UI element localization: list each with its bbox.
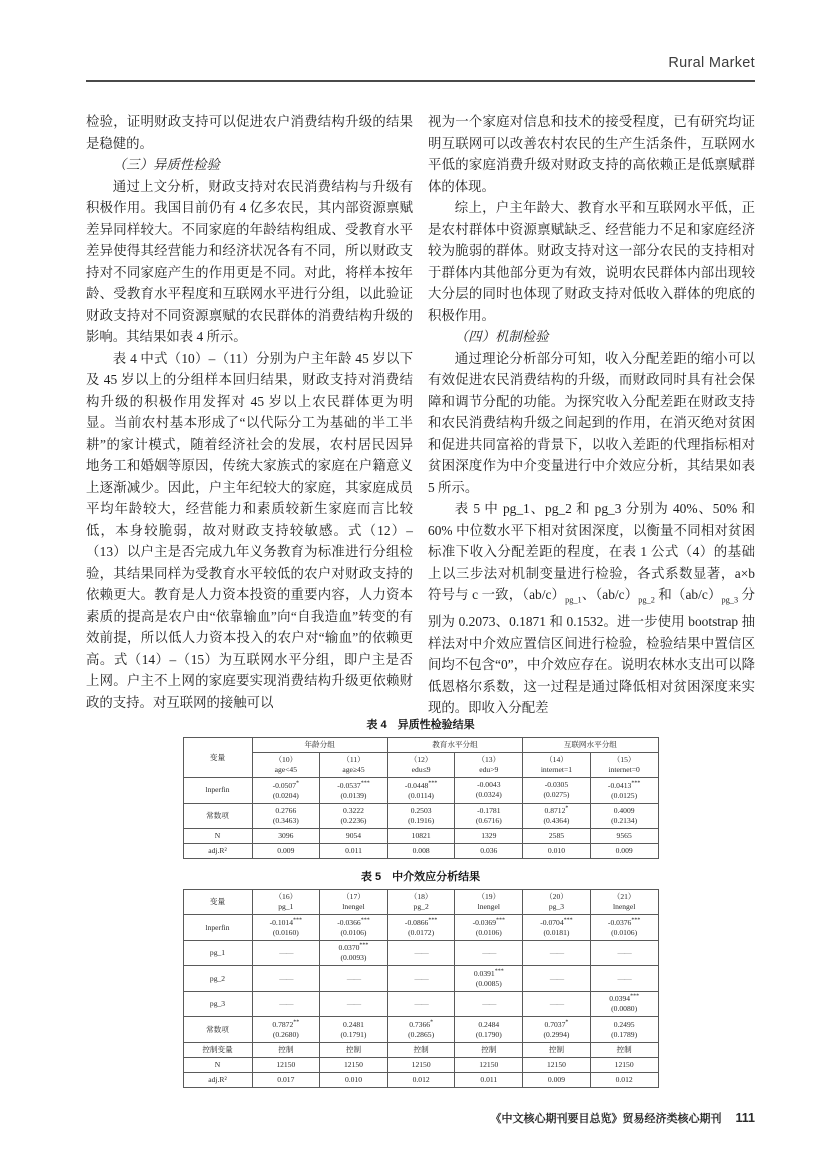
table-cell — [320, 1017, 388, 1043]
table-cell — [252, 1073, 320, 1088]
coefficient-value: 12150 — [411, 1060, 431, 1070]
empty-cell: —— — [252, 991, 320, 1017]
table-row — [183, 778, 658, 804]
paragraph-continuation: 视为一个家庭对信息和技术的接受程度，已有研究均证明互联网可以改善农村农民的生产生活条件，互联网水平低的家庭消费升级对财政支持的高依赖正是低禀赋群体的体现。 — [428, 114, 755, 194]
standard-error: (0.0114) — [408, 790, 434, 800]
paragraph: 通过理论分析部分可知，收入分配差距的缩小可以有效促进农民消费结构的升级，而财政同时具有社会保障和调节分配的功能。为探究收入分配差距在财政支持和农民消费结构升级之间起到的作用，在消灭绝对贫困和促进共同富裕的背景下，以收入差距的代理指标相对贫困深度作为中介变量进行中介效应分析，其结果如表 5 所示。 — [428, 350, 755, 495]
empty-cell: —— — [455, 991, 523, 1017]
section-heading-4: （四）机制检验 — [454, 329, 549, 344]
coefficient-value: 0.2766 — [275, 805, 297, 815]
variable-column-header: 变量 — [183, 890, 252, 915]
standard-error: (0.0106) — [475, 927, 502, 937]
text-run: 表 5 中 pg_1、pg_2 和 pg_3 分别为 40%、50% 和 60% 中位数水平下相对贫困深度，以衡量不同相对贫困标准下收入分配差距的程度，在表 1 公式（4）的基础上以三步法对机制变量进行检验，各式系数显著，a×b 符号与 c 一致，（ab/c） — [428, 501, 755, 602]
body-columns — [86, 111, 755, 719]
table-cell — [455, 803, 523, 829]
table-cell — [320, 1058, 388, 1073]
table-cell — [387, 1058, 455, 1073]
column-header: （14） internet=1 — [523, 753, 591, 778]
row-label: 常数项 — [183, 803, 252, 829]
column-header: （15） internet=0 — [590, 753, 658, 778]
coefficient-value: -0.0369*** — [472, 917, 505, 927]
significance-stars: *** — [563, 917, 573, 924]
footer-journal-note: 《中文核心期刊要目总览》贸易经济类核心期刊 — [490, 1113, 722, 1125]
table-cell — [523, 915, 591, 941]
table-row — [183, 915, 658, 941]
coefficient-value: 10821 — [411, 831, 431, 841]
table-cell — [387, 915, 455, 941]
table-cell — [387, 778, 455, 804]
table-row — [183, 1017, 658, 1043]
table-cell — [590, 1043, 658, 1058]
coefficient-value: 控制 — [413, 1045, 429, 1055]
empty-cell: —— — [590, 940, 658, 966]
standard-error: (0.2865) — [408, 1030, 435, 1040]
significance-stars: * — [296, 780, 300, 787]
coefficient-value: 12150 — [276, 1060, 296, 1070]
coefficient-value: -0.0366*** — [337, 917, 370, 927]
text-run: 分别为 0.2073、0.1871 和 0.1532。进一步使用 bootstrap 抽样法对中介效应置信区间进行检验，检验结果中置信区间均不包含“0”，中介效应存在。说明农林水支出可以降低恩格尔系数，这一过程是通过降低相对贫困深度来实现的。即收入分配差 — [428, 587, 755, 716]
table-row — [183, 1073, 658, 1088]
empty-cell: —— — [252, 940, 320, 966]
journal-name: Rural Market — [668, 55, 755, 71]
table-cell — [320, 1043, 388, 1058]
table-cell — [320, 940, 388, 966]
row-label: pg_1 — [183, 940, 252, 966]
coefficient-value: 0.3222 — [343, 805, 364, 815]
table-cell — [523, 1073, 591, 1088]
table-cell — [455, 829, 523, 844]
coefficient-value: 0.009 — [547, 1075, 565, 1085]
coefficient-value: -0.0507* — [272, 780, 300, 790]
row-label: lnperfin — [183, 778, 252, 804]
table-cell — [455, 915, 523, 941]
column-header: （10） age<45 — [252, 753, 320, 778]
coefficient-value: 0.008 — [412, 846, 430, 856]
significance-stars: *** — [428, 917, 438, 924]
column-header: （21） lnengel — [590, 890, 658, 915]
column-header: （16） pg_1 — [252, 890, 320, 915]
table-cell — [455, 844, 523, 859]
table-row — [183, 966, 658, 992]
standard-error: (0.0125) — [611, 790, 638, 800]
coefficient-value: 0.8712* — [544, 805, 569, 816]
empty-cell: —— — [387, 940, 455, 966]
empty-cell: —— — [387, 991, 455, 1017]
standard-error: (0.0172) — [408, 927, 435, 937]
significance-stars: * — [565, 1019, 569, 1026]
table-cell — [523, 778, 591, 804]
table-cell — [387, 844, 455, 859]
coefficient-value: -0.0704*** — [540, 917, 573, 927]
coefficient-value: 0.0394*** — [609, 993, 640, 1004]
table-cell — [590, 803, 658, 829]
table-cell — [387, 803, 455, 829]
table-cell — [590, 829, 658, 844]
left-column — [86, 111, 413, 719]
empty-cell: —— — [320, 991, 388, 1017]
group-header: 互联网水平分组 — [523, 738, 658, 753]
table-cell — [523, 1058, 591, 1073]
page-footer — [491, 1110, 755, 1126]
table-cell — [320, 844, 388, 859]
standard-error: (0.1790) — [475, 1029, 502, 1039]
coefficient-value: 0.010 — [547, 846, 565, 856]
standard-error: (0.6716) — [475, 815, 502, 825]
table-row — [183, 1043, 658, 1058]
table-cell — [320, 778, 388, 804]
significance-stars: *** — [631, 917, 641, 924]
text-run: 、（ab/c） — [581, 587, 639, 602]
column-header: （12） edu≤9 — [387, 753, 455, 778]
table-row — [183, 991, 658, 1017]
standard-error: (0.2680) — [272, 1030, 299, 1040]
coefficient-value: -0.0305 — [544, 780, 569, 790]
coefficient-value: 0.7872** — [272, 1019, 300, 1030]
paragraph-with-subscripts — [428, 498, 755, 719]
coefficient-value: 0.012 — [412, 1075, 430, 1085]
coefficient-value: 控制 — [616, 1045, 632, 1055]
table-cell — [590, 915, 658, 941]
coefficient-value: 0.011 — [480, 1075, 498, 1085]
coefficient-value: -0.0537*** — [337, 780, 370, 790]
coefficient-value: -0.0866*** — [404, 917, 438, 927]
coefficient-value: 控制 — [345, 1045, 362, 1055]
standard-error: (0.1789) — [611, 1029, 638, 1039]
subscript: pg_3 — [721, 595, 739, 605]
table-cell — [590, 844, 658, 859]
table-cell — [455, 778, 523, 804]
variable-column-header: 变量 — [183, 738, 252, 778]
subscript: pg_2 — [638, 595, 655, 605]
standard-error: (0.0093) — [340, 953, 367, 963]
significance-stars: * — [430, 1019, 434, 1026]
table-row — [183, 940, 658, 966]
table-cell — [455, 1058, 523, 1073]
table-cell — [523, 803, 591, 829]
significance-stars: *** — [630, 993, 640, 1000]
coefficient-value: -0.1781 — [477, 805, 501, 815]
significance-stars: *** — [631, 780, 641, 787]
table-cell — [252, 803, 320, 829]
standard-error: (0.0085) — [475, 978, 502, 988]
table-cell — [523, 844, 591, 859]
coefficient-value: -0.0413*** — [607, 780, 641, 790]
empty-cell: —— — [590, 966, 658, 992]
table-5-mediation-results — [183, 889, 659, 1088]
standard-error: (0.1916) — [408, 815, 435, 825]
coefficient-value: 0.009 — [277, 846, 295, 856]
coefficient-value: 0.2481 — [343, 1019, 364, 1029]
coefficient-value: -0.1014*** — [269, 917, 303, 927]
empty-cell: —— — [523, 991, 591, 1017]
significance-stars: *** — [360, 917, 370, 924]
coefficient-value: 12150 — [546, 1060, 566, 1070]
table-cell — [252, 915, 320, 941]
table-cell — [320, 803, 388, 829]
standard-error: (0.0160) — [272, 927, 299, 937]
coefficient-value: 3096 — [278, 831, 294, 841]
table-cell — [387, 1017, 455, 1043]
significance-stars: ** — [293, 1019, 300, 1026]
standard-error: (0.0139) — [340, 790, 367, 800]
section-heading-3: （三）异质性检验 — [112, 157, 220, 172]
coefficient-value: 0.7366* — [409, 1019, 434, 1030]
column-header: （17） lnengel — [320, 890, 388, 915]
standard-error: (0.4364) — [543, 816, 570, 826]
coefficient-value: 0.2503 — [410, 805, 432, 815]
table-cell — [387, 1043, 455, 1058]
empty-cell: —— — [523, 940, 591, 966]
column-header: （13） edu>9 — [455, 753, 523, 778]
header-rule — [86, 80, 755, 82]
table-cell — [590, 1073, 658, 1088]
coefficient-value: 0.012 — [615, 1075, 633, 1085]
coefficient-value: 12150 — [479, 1060, 499, 1070]
column-header: （20） pg_3 — [523, 890, 591, 915]
standard-error: (0.0181) — [543, 927, 570, 937]
table-row — [183, 1058, 658, 1073]
table-5-caption: 表 5 中介效应分析结果 — [360, 871, 481, 884]
empty-cell: —— — [455, 940, 523, 966]
row-label: N — [183, 1058, 252, 1073]
table-cell — [387, 1073, 455, 1088]
coefficient-value: 0.010 — [344, 1075, 363, 1085]
empty-cell: —— — [523, 966, 591, 992]
page-number: 111 — [735, 1111, 755, 1125]
significance-stars: *** — [496, 917, 505, 924]
table-cell — [252, 844, 320, 859]
paragraph-continuation: 检验，证明财政支持可以促进农户消费结构升级的结果是稳健的。 — [86, 114, 413, 151]
coefficient-value: -0.0043 — [477, 780, 501, 790]
empty-cell: —— — [320, 966, 388, 992]
subscript: pg_1 — [565, 595, 582, 605]
table-4-heterogeneity-results — [183, 737, 659, 859]
coefficient-value: 12150 — [343, 1060, 363, 1070]
coefficient-value: 9565 — [616, 831, 632, 841]
standard-error: (0.0204) — [272, 790, 299, 800]
coefficient-value: 0.4009 — [613, 805, 635, 815]
table-cell — [590, 778, 658, 804]
coefficient-value: 0.036 — [480, 846, 498, 856]
coefficient-value: 控制 — [481, 1045, 497, 1055]
coefficient-value: 控制 — [548, 1045, 565, 1055]
paragraph: 表 4 中式（10）–（11）分别为户主年龄 45 岁以下及 45 岁以上的分组样本回归结果，财政支持对消费结构升级的积极作用发挥对 45 岁以上农民群体更为明显。当前农村基本形成了“以代际分工为基础的半工半耕”的家计模式，随着经济社会的发展，农村居民因异地务工和婚姻等原因，传统大家族式的家庭在户籍意义上逐渐减少。因此，户主年纪较大的家庭，其家庭成员平均年龄较大，经营能力和素质较新生家庭而言比较低，本身较脆弱，故对财政支持较敏感。式（12）–（13）以户主是否完成九年义务教育为标准进行分组检验，其结果同样为受教育水平较低的农户对财政支持的依赖更大。教育是人力资本投资的重要内容，人力资本素质的提高是农户由“依靠输血”向“自我造血”转变的有效前提，所以低人力资本投入的农户对“输血”的依赖更高。式（14）–（15）为互联网水平分组，即户主是否上网。户主不上网的家庭要实现消费结构升级更依赖财政的支持。对互联网的接触可以 — [86, 350, 413, 710]
table-cell — [320, 1073, 388, 1088]
table-cell — [523, 829, 591, 844]
table-cell — [590, 1058, 658, 1073]
empty-cell: —— — [252, 966, 320, 992]
row-label: lnperfin — [183, 915, 252, 941]
coefficient-value: 9054 — [345, 831, 362, 841]
column-header: （18） pg_2 — [387, 890, 455, 915]
standard-error: (0.2994) — [543, 1030, 570, 1040]
standard-error: (0.2134) — [611, 815, 638, 825]
coefficient-value: 0.017 — [277, 1075, 295, 1085]
significance-stars: *** — [293, 917, 303, 924]
table-cell — [455, 966, 523, 992]
coefficient-value: 12150 — [614, 1060, 634, 1070]
table-4-caption: 表 4 异质性检验结果 — [366, 719, 475, 731]
coefficient-value: -0.0376*** — [607, 917, 641, 927]
right-column — [428, 111, 755, 719]
table-cell — [523, 1017, 591, 1043]
significance-stars: *** — [428, 780, 438, 787]
column-header: （19） lnengel — [455, 890, 523, 915]
tables-section — [86, 714, 755, 1097]
table-row — [183, 803, 658, 829]
standard-error: (0.0324) — [475, 790, 502, 800]
row-label: 控制变量 — [183, 1043, 252, 1058]
group-header: 教育水平分组 — [387, 738, 522, 753]
text-run: 和（ab/c） — [654, 587, 722, 602]
table-cell — [252, 1017, 320, 1043]
standard-error: (0.0106) — [611, 927, 638, 937]
table-cell — [455, 1073, 523, 1088]
coefficient-value: 1329 — [481, 831, 497, 841]
standard-error: (0.2236) — [340, 815, 367, 825]
coefficient-value: -0.0448*** — [404, 780, 438, 790]
group-header: 年龄分组 — [252, 738, 387, 753]
coefficient-value: 0.0391*** — [473, 968, 504, 978]
coefficient-value: 0.2484 — [478, 1019, 500, 1029]
table-cell — [252, 778, 320, 804]
table-cell — [252, 1043, 320, 1058]
significance-stars: *** — [359, 942, 369, 949]
standard-error: (0.1791) — [340, 1029, 367, 1039]
table-cell — [320, 915, 388, 941]
coefficient-value: 0.7037* — [544, 1019, 569, 1030]
coefficient-value: 0.0370*** — [338, 942, 369, 953]
significance-stars: *** — [360, 780, 370, 787]
significance-stars: *** — [494, 968, 504, 975]
coefficient-value: 0.011 — [345, 846, 362, 856]
paragraph: 综上，户主年龄大、教育水平和互联网水平低，正是农村群体中资源禀赋缺乏、经营能力不足和家庭经济较为脆弱的群体。财政支持对这一部分农民的支持相对于群体内其他部分更为有效，说明农民群体内部出现较大分层的同时也体现了财政支持对低收入群体的兜底的积极作用。 — [428, 200, 755, 323]
row-label: 常数项 — [183, 1017, 252, 1043]
standard-error: (0.0106) — [340, 927, 367, 937]
empty-cell: —— — [387, 966, 455, 992]
table-row — [183, 829, 658, 844]
row-label: pg_2 — [183, 966, 252, 992]
row-label: adj.R² — [183, 844, 252, 859]
standard-error: (0.0080) — [611, 1004, 638, 1014]
standard-error: (0.0275) — [543, 790, 570, 800]
table-cell — [590, 991, 658, 1017]
standard-error: (0.3463) — [272, 815, 299, 825]
table-row — [183, 844, 658, 859]
table-cell — [320, 829, 388, 844]
row-label: pg_3 — [183, 991, 252, 1017]
coefficient-value: 0.009 — [615, 846, 633, 856]
table-cell — [252, 829, 320, 844]
table-cell — [387, 829, 455, 844]
row-label: N — [183, 829, 252, 844]
row-label: adj.R² — [183, 1073, 252, 1088]
coefficient-value: 控制 — [278, 1045, 294, 1055]
significance-stars: * — [565, 805, 569, 812]
paragraph: 通过上文分析，财政支持对农民消费结构与升级有积极作用。我国目前仍有 4 亿多农民，其内部资源禀赋差异同样较大。不同家庭的年龄结构组成、受教育水平差异使得其经营能力和经济状况各有不同，所以财政支持对不同家庭产生的作用更是不同。对此，将样本按年龄、受教育水平程度和互联网水平进行分组，以此验证财政支持对不同资源禀赋的农民群体的消费结构升级的影响。其结果如表 4 所示。 — [86, 178, 413, 344]
coefficient-value: 0.2495 — [613, 1019, 635, 1029]
table-cell — [455, 1017, 523, 1043]
table-cell — [590, 1017, 658, 1043]
coefficient-value: 2585 — [548, 831, 565, 841]
table-cell — [523, 1043, 591, 1058]
table-cell — [455, 1043, 523, 1058]
column-header: （11） age≥45 — [320, 753, 388, 778]
table-cell — [252, 1058, 320, 1073]
